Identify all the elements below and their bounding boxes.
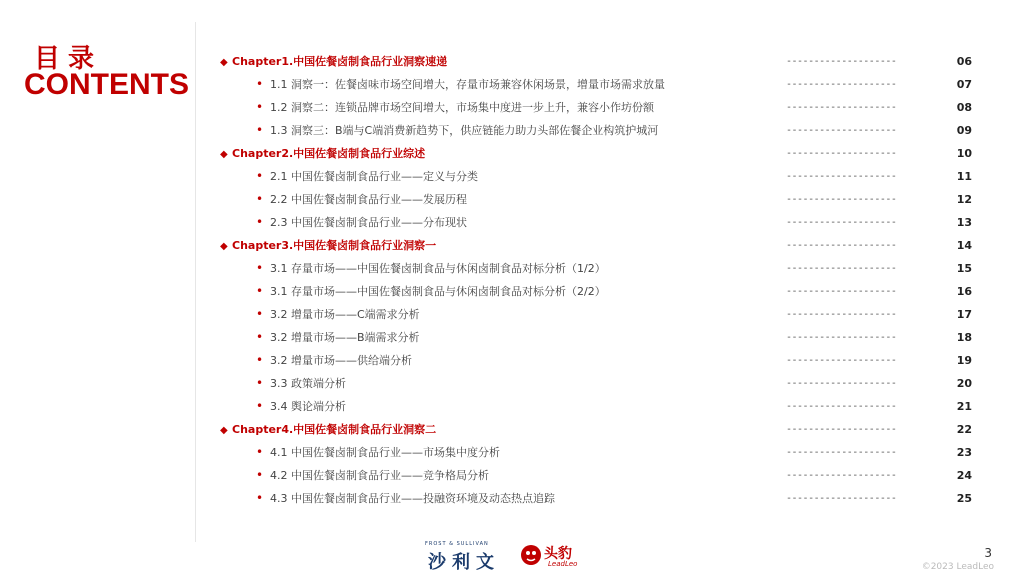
toc-leader-dashes: -------------------- <box>786 355 897 366</box>
toc-label: 1.2 洞察二：连锁品牌市场空间增大，市场集中度进一步上升，兼容小作坊份额 <box>270 101 654 114</box>
toc-label: 3.1 存量市场——中国佐餐卤制食品与休闲卤制食品对标分析（2/2） <box>270 285 606 298</box>
toc-section-row[interactable] <box>220 280 980 303</box>
dot-bullet-icon: • <box>256 261 264 275</box>
toc-leader-dashes: -------------------- <box>786 401 897 412</box>
heading-cn: 目录 <box>34 44 103 74</box>
toc-label: 2.2 中国佐餐卤制食品行业——发展历程 <box>270 193 467 206</box>
toc-page-number: 23 <box>956 446 972 459</box>
toc-chapter-row[interactable] <box>220 142 980 165</box>
dot-bullet-icon: • <box>256 123 264 137</box>
toc-section-row[interactable] <box>220 441 980 464</box>
toc-section-row[interactable] <box>220 487 980 510</box>
toc-chapter-row[interactable] <box>220 418 980 441</box>
dot-bullet-icon: • <box>256 491 264 505</box>
toc-leader-dashes: -------------------- <box>786 171 897 182</box>
toc-label: 1.3 洞察三：B端与C端消费新趋势下，供应链能力助力头部佐餐企业构筑护城河 <box>270 124 659 137</box>
toc-chapter-row[interactable] <box>220 234 980 257</box>
page-number: 3 <box>984 546 992 560</box>
toc-page-number: 20 <box>956 377 972 390</box>
toc-page-number: 07 <box>956 78 972 91</box>
toc-page-number: 19 <box>956 354 972 367</box>
toc-leader-dashes: -------------------- <box>786 332 897 343</box>
leadleo-logo: 头豹 <box>544 546 572 562</box>
toc-page-number: 08 <box>956 101 972 114</box>
toc-leader-dashes: -------------------- <box>786 424 897 435</box>
dot-bullet-icon: • <box>256 445 264 459</box>
toc-leader-dashes: -------------------- <box>786 125 897 136</box>
heading-en: CONTENTS <box>24 68 189 101</box>
toc-section-row[interactable] <box>220 326 980 349</box>
toc-label: 1.1 洞察一：佐餐卤味市场空间增大，存量市场兼容休闲场景，增量市场需求放量 <box>270 78 665 91</box>
toc-page-number: 14 <box>956 239 972 252</box>
toc-label: 3.2 增量市场——C端需求分析 <box>270 308 420 321</box>
diamond-bullet-icon: ◆ <box>220 57 228 68</box>
toc-leader-dashes: -------------------- <box>786 286 897 297</box>
dot-bullet-icon: • <box>256 330 264 344</box>
toc-page-number: 25 <box>956 492 972 505</box>
toc-label: Chapter2.中国佐餐卤制食品行业综述 <box>232 147 426 160</box>
diamond-bullet-icon: ◆ <box>220 241 228 252</box>
dot-bullet-icon: • <box>256 169 264 183</box>
dot-bullet-icon: • <box>256 307 264 321</box>
toc-section-row[interactable] <box>220 119 980 142</box>
dot-bullet-icon: • <box>256 284 264 298</box>
toc-leader-dashes: -------------------- <box>786 56 897 67</box>
dot-bullet-icon: • <box>256 215 264 229</box>
frost-sullivan-tagline: FROST & SULLIVAN <box>425 541 489 547</box>
toc-page-number: 10 <box>956 147 972 160</box>
toc-section-row[interactable] <box>220 96 980 119</box>
toc-section-row[interactable] <box>220 211 980 234</box>
toc-page-number: 16 <box>956 285 972 298</box>
toc-page-number: 17 <box>956 308 972 321</box>
vertical-divider <box>195 22 196 542</box>
copyright: ©2023 LeadLeo <box>921 562 994 572</box>
toc-section-row[interactable] <box>220 464 980 487</box>
toc-label: 4.2 中国佐餐卤制食品行业——竞争格局分析 <box>270 469 489 482</box>
toc-label: 3.3 政策端分析 <box>270 377 346 390</box>
frost-sullivan-logo: 沙利文 <box>428 552 500 573</box>
dot-bullet-icon: • <box>256 353 264 367</box>
diamond-bullet-icon: ◆ <box>220 425 228 436</box>
toc-page-number: 24 <box>956 469 972 482</box>
diamond-bullet-icon: ◆ <box>220 149 228 160</box>
toc-section-row[interactable] <box>220 372 980 395</box>
toc-label: 2.1 中国佐餐卤制食品行业——定义与分类 <box>270 170 478 183</box>
toc-leader-dashes: -------------------- <box>786 240 897 251</box>
toc-label: 3.2 增量市场——供给端分析 <box>270 354 412 367</box>
toc-page-number: 18 <box>956 331 972 344</box>
dot-bullet-icon: • <box>256 399 264 413</box>
toc-leader-dashes: -------------------- <box>786 470 897 481</box>
toc-section-row[interactable] <box>220 395 980 418</box>
toc-leader-dashes: -------------------- <box>786 217 897 228</box>
toc-leader-dashes: -------------------- <box>786 79 897 90</box>
toc-page-number: 22 <box>956 423 972 436</box>
toc-section-row[interactable] <box>220 165 980 188</box>
toc-leader-dashes: -------------------- <box>786 309 897 320</box>
toc-leader-dashes: -------------------- <box>786 102 897 113</box>
toc-chapter-row[interactable] <box>220 50 980 73</box>
toc-section-row[interactable] <box>220 188 980 211</box>
toc-section-row[interactable] <box>220 257 980 280</box>
toc-label: 3.1 存量市场——中国佐餐卤制食品与休闲卤制食品对标分析（1/2） <box>270 262 606 275</box>
toc-label: Chapter4.中国佐餐卤制食品行业洞察二 <box>232 423 437 436</box>
toc-label: 3.2 增量市场——B端需求分析 <box>270 331 420 344</box>
toc-section-row[interactable] <box>220 303 980 326</box>
leadleo-logo-sub: LeadLeo <box>548 560 578 568</box>
toc-list <box>220 50 980 510</box>
leadleo-logo-icon <box>520 544 542 566</box>
toc-leader-dashes: -------------------- <box>786 378 897 389</box>
dot-bullet-icon: • <box>256 77 264 91</box>
toc-leader-dashes: -------------------- <box>786 148 897 159</box>
toc-leader-dashes: -------------------- <box>786 194 897 205</box>
toc-page-number: 12 <box>956 193 972 206</box>
dot-bullet-icon: • <box>256 100 264 114</box>
toc-leader-dashes: -------------------- <box>786 263 897 274</box>
dot-bullet-icon: • <box>256 468 264 482</box>
toc-leader-dashes: -------------------- <box>786 447 897 458</box>
toc-section-row[interactable] <box>220 349 980 372</box>
toc-page-number: 11 <box>956 170 972 183</box>
toc-page-number: 09 <box>956 124 972 137</box>
toc-page-number: 13 <box>956 216 972 229</box>
toc-label: 3.4 舆论端分析 <box>270 400 346 413</box>
toc-label: Chapter1.中国佐餐卤制食品行业洞察速递 <box>232 55 448 68</box>
dot-bullet-icon: • <box>256 376 264 390</box>
toc-label: 4.3 中国佐餐卤制食品行业——投融资环境及动态热点追踪 <box>270 492 555 505</box>
toc-leader-dashes: -------------------- <box>786 493 897 504</box>
toc-page-number: 06 <box>956 55 972 68</box>
toc-label: 2.3 中国佐餐卤制食品行业——分布现状 <box>270 216 467 229</box>
toc-section-row[interactable] <box>220 73 980 96</box>
toc-page-number: 21 <box>956 400 972 413</box>
toc-page-number: 15 <box>956 262 972 275</box>
toc-label: Chapter3.中国佐餐卤制食品行业洞察一 <box>232 239 437 252</box>
dot-bullet-icon: • <box>256 192 264 206</box>
toc-label: 4.1 中国佐餐卤制食品行业——市场集中度分析 <box>270 446 500 459</box>
